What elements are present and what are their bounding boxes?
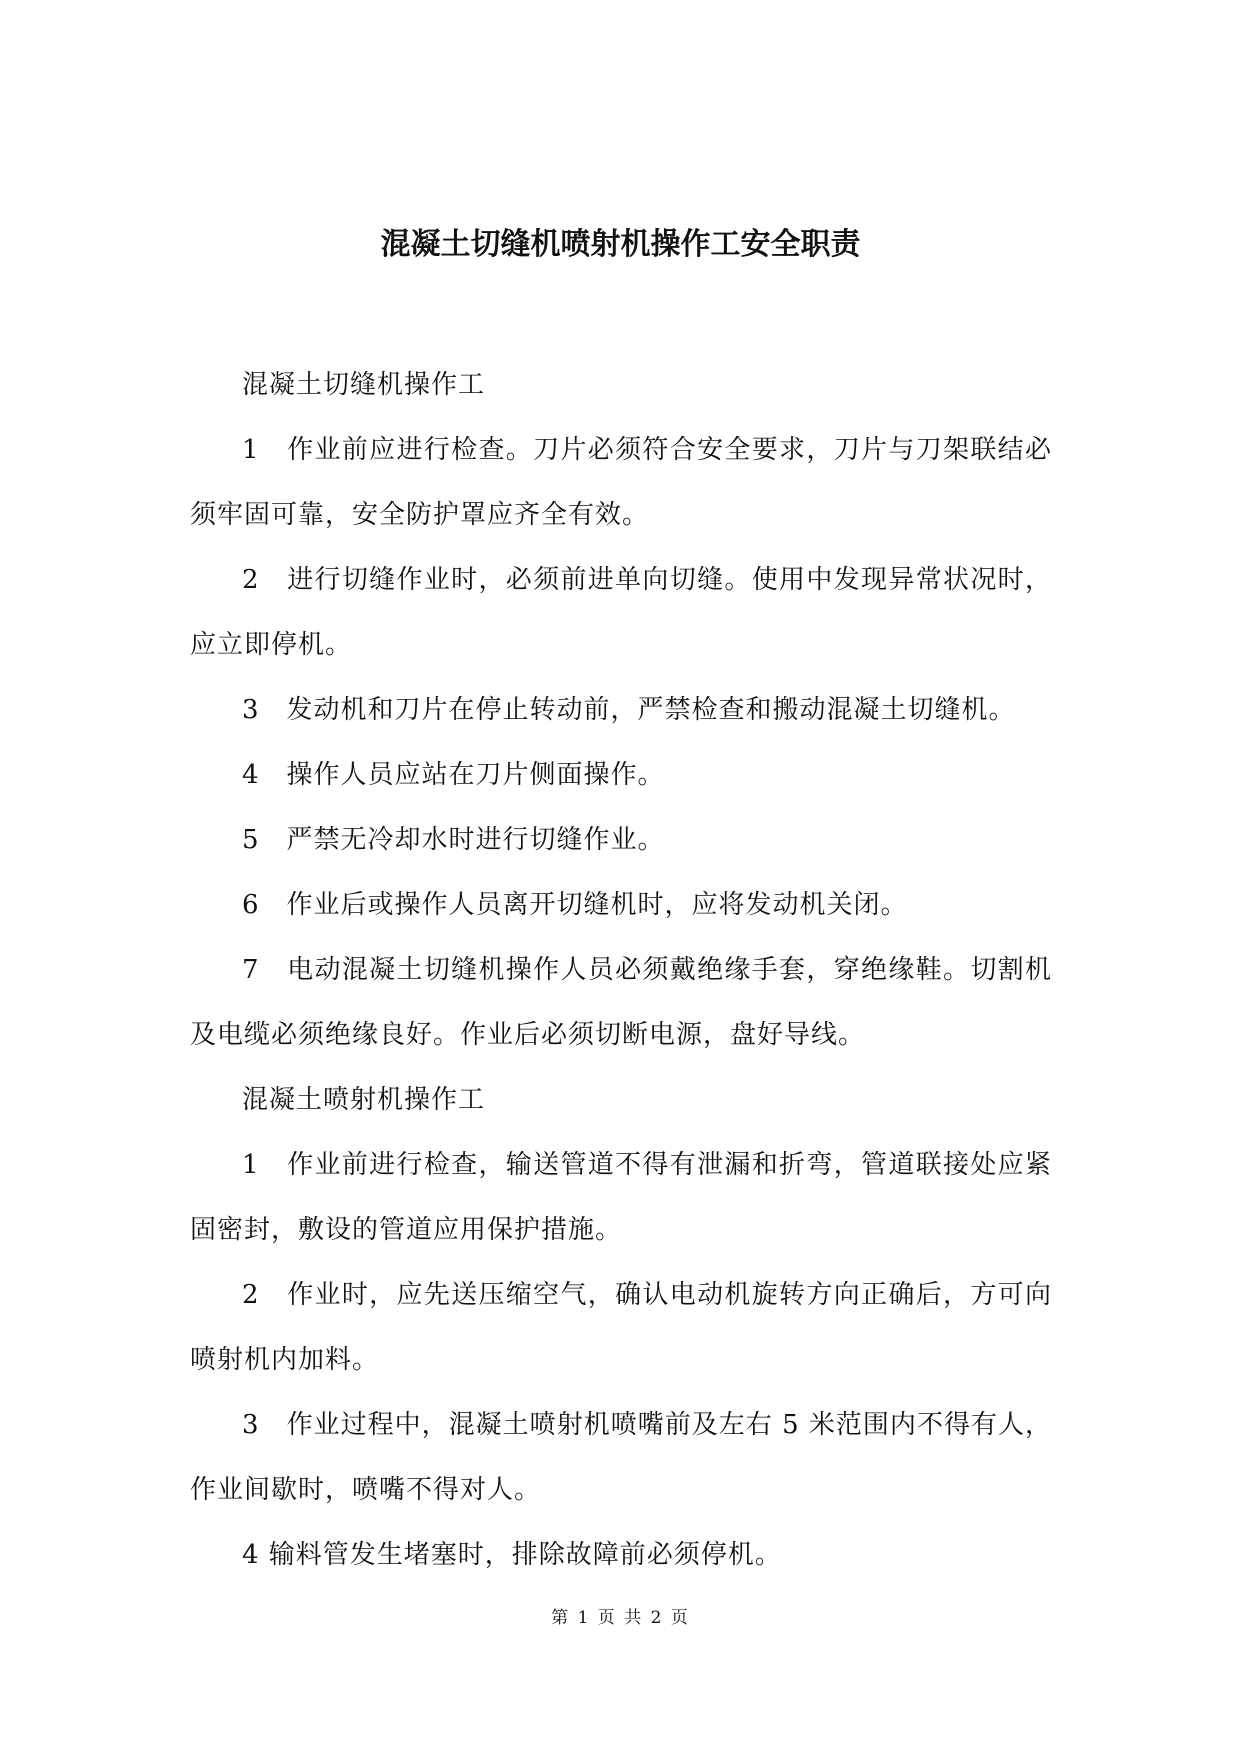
paragraph: 2 进行切缝作业时，必须前进单向切缝。使用中发现异常状况时，应立即停机。 [190,565,1052,660]
paragraph: 2 作业时，应先送压缩空气，确认电动机旋转方向正确后，方可向喷射机内加料。 [190,1280,1052,1375]
document-title: 混凝土切缝机喷射机操作工安全职责 [380,227,861,262]
page-number-footer: 第 1 页 共 2 页 [551,1608,690,1628]
paragraph: 4 操作人员应站在刀片侧面操作。 [242,760,665,790]
paragraph: 1 作业前进行检查，输送管道不得有泄漏和折弯，管道联接处应紧固密封，敷设的管道应用保护措施。 [190,1150,1052,1245]
paragraph: 5 严禁无冷却水时进行切缝作业。 [242,825,665,855]
paragraph: 6 作业后或操作人员离开切缝机时，应将发动机关闭。 [242,890,908,920]
paragraph: 3 发动机和刀片在停止转动前，严禁检查和搬动混凝土切缝机。 [242,695,1016,725]
section-heading: 混凝土切缝机操作工 [242,370,486,400]
paragraph: 4 输料管发生堵塞时，排除故障前必须停机。 [242,1540,782,1570]
paragraph: 1 作业前应进行检查。刀片必须符合安全要求，刀片与刀架联结必须牢固可靠，安全防护罩应齐全有效。 [190,435,1052,530]
section-heading: 混凝土喷射机操作工 [242,1085,486,1115]
document-body [190,353,1052,1588]
paragraph: 3 作业过程中，混凝土喷射机喷嘴前及左右 5 米范围内不得有人，作业间歇时，喷嘴不得对人。 [190,1410,1052,1505]
paragraph: 7 电动混凝土切缝机操作人员必须戴绝缘手套，穿绝缘鞋。切割机及电缆必须绝缘良好。作业后必须切断电源，盘好导线。 [190,955,1052,1050]
